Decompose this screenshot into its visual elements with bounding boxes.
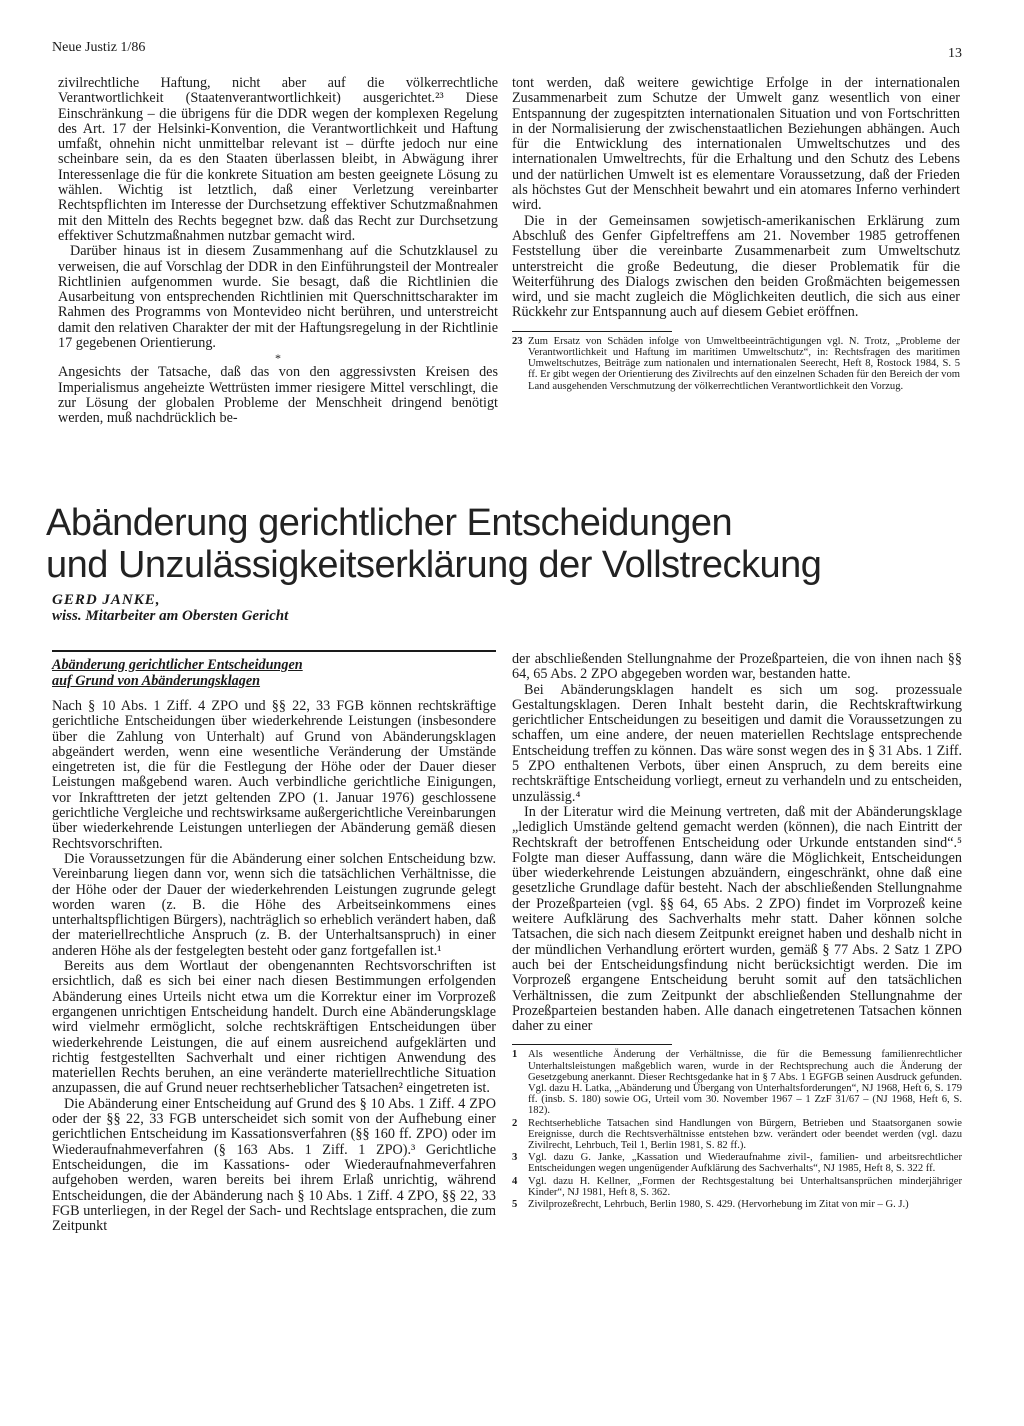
footnote-number: 3 [512, 1152, 518, 1164]
paragraph: zivilrechtliche Haftung, nicht aber auf die völkerrechtliche Verantwortlichkeit (Staatenverantwortlichkeit) ausgerichtet.²³ Diese Einschränkung – die übrigens für die DDR wegen der komplexen Regelung des Art. 17 der Helsinki-Konvention, die Verantwortlichkeit und Haftung umfaßt, ohnehin nicht unmittelbar relevant ist – dürfte jedoch nur eine scheinbare sein, da es den Staaten überlassen bleibt, in Abwägung ihrer Interessenlage die für die konkrete Situation am besten geeignete Lösung zu wählen. Wichtig ist letztlich, daß einer Verletzung vereinbarter Rechtspflichten im Interesse der Durchsetzung effektiver Schutzmaßnahmen mit den Mitteln des Rechts begegnet bzw. daß das Recht zur Durchsetzung effektiver Schutzmaßnahmen nutzbar gemacht wird. [58, 75, 498, 244]
journal-header: Neue Justiz 1/86 [52, 40, 146, 55]
paragraph: tont werden, daß weitere gewichtige Erfolge in der internationalen Zusammenarbeit zum Schutze der Umwelt ganz wesentlich von einer Entspannung der zugespitzten internationalen Situation und von Fortschritten in der Normalisierung der zwischenstaatlichen Beziehungen abhängen. Auch für die Entwicklung des internationalen Umweltschutzes und des internationalen Umweltrechts, für die Erhaltung und den Schutz des Lebens und der natürlichen Umwelt ist es elementare Voraussetzung, daß der Frieden als höchstes Gut der Menschheit bewahrt und ein atomares Inferno verhindert wird. [512, 75, 960, 214]
footnote-text: Vgl. dazu H. Kellner, „Formen der Rechtsgestaltung bei Unterhaltsansprüchen minderjähriger Kinder“, NJ 1981, Heft 8, S. 362. [528, 1175, 962, 1198]
paragraph: Darüber hinaus ist in diesem Zusammenhang auf die Schutzklausel zu verweisen, die auf Vorschlag der DDR in den Einführungsteil der Montrealer Richtlinien aufgenommen wurde. Sie besagt, daß die Richtlinien die Ausarbeitung von entsprechenden Richtlinien mit Querschnittscharakter im Rahmen des Programms von Montevideo nicht berühren, und unterstreicht damit den relativen Charakter der mit der Haftungsregelung in der Richtlinie 17 gegebenen Orientierung. [58, 243, 498, 352]
paragraph: Die Voraussetzungen für die Abänderung einer solchen Entscheidung bzw. Vereinbarung liegen dann vor, wenn sich die tatsächlichen Verhältnisse, die der Höhe oder der Dauer der wiederkehrenden Leistungen zugrunde gelegt worden waren (z. B. die Höhe des Arbeitseinkommens eines unterhaltspflichtigen Bürgers), nachträglich so erheblich verändert haben, daß der materiellrechtliche Anspruch (z. B. der Unterhaltsanspruch) in einer anderen Höhe als der festgelegten besteht oder ganz fortgefallen ist.¹ [52, 850, 496, 959]
footnote-number: 4 [512, 1175, 518, 1187]
bottom-left-column [52, 658, 496, 1234]
footnote-text: Vgl. dazu G. Janke, „Kassation und Wiederaufnahme zivil-, familien- und arbeitsrechtlicher Entscheidungen wegen ungenügender Aufklärung des Sachverhalts“, NJ 1985, Heft 8, S. 322 ff. [528, 1152, 962, 1175]
paragraph: Nach § 10 Abs. 1 Ziff. 4 ZPO und §§ 22, 33 FGB können rechtskräftige gerichtliche Entscheidungen über wiederkehrende Leistungen (insbesondere über die Zahlung von Unterhalt) auf Grund von Abänderungsklagen abgeändert werden, wenn eine wesentliche Veränderung der Umstände eingetreten ist, die für die Festlegung der Höhe oder der Dauer dieser Leistungen maßgebend waren. Auch verbindliche gerichtliche Einigungen, vor Inkrafttreten der jetzt geltenden ZPO (1. Januar 1976) geschlossene gerichtliche Vergleiche und rechtswirksame außergerichtliche Vereinbarungen über wiederkehrende Leistungen unterliegen der Abänderung gemäß diesen Rechtsvorschriften. [52, 698, 496, 852]
footnotes-bottom [512, 1049, 962, 1210]
paragraph: der abschließenden Stellungnahme der Prozeßparteien, die von ihnen nach §§ 64, 65 Abs. 2 ZPO abgegeben worden war, bestanden hatte. [512, 651, 962, 683]
footnote-number: 23 [512, 335, 523, 347]
footnotes-top [512, 336, 960, 392]
author-name: GERD JANKE, [52, 592, 161, 608]
article-title-line: Abänderung gerichtlicher Entscheidungen [46, 502, 733, 544]
page-number: 13 [948, 46, 962, 61]
footnote-rule [512, 331, 672, 332]
footnote [512, 1118, 962, 1152]
top-left-column [58, 76, 498, 427]
footnote-text: Zum Ersatz von Schäden infolge von Umweltbeeinträchtigungen vgl. N. Trotz, „Probleme der Verantwortlichkeit und Haftung im maritimen Umweltschutz“, in: Rechtsfragen des maritimen Umweltschutzes, Beiträge zum nationalen und internationalen Seerecht, Heft 8, Rostock 1984, S. 5 ff. Er gibt wegen der Orientierung des Zivilrechts auf den einzelnen Schaden für den Bereich der vom Land ausgehenden Verschmutzung der völkerrechtlichen Verantwortlichkeit den Vorzug. [528, 335, 960, 392]
paragraph: Bereits aus dem Wortlaut der obengenannten Rechtsvorschriften ist ersichtlich, daß es sich bei einer nach diesen Bestimmungen erfolgenden Abänderung eines Urteils nicht etwa um die Korrektur einer im Vorprozeß ergangenen unrichtigen Entscheidung handelt. Durch eine Abänderungsklage wird vielmehr ermöglicht, solche rechtskräftigen Entscheidungen über wiederkehrende Leistungen, die auf einem ausreichend aufgeklärten und richtig festgestellten Sachverhalt und einer richtigen Anwendung des materiellen Rechts beruhen, an eine veränderte materiellrechtliche Situation anzupassen, die auf Grund neuer rechtserheblicher Tatsachen² eingetreten ist. [52, 958, 496, 1097]
section-heading-line: auf Grund von Abänderungsklagen [52, 672, 261, 689]
section-heading [52, 658, 496, 689]
footnote [512, 336, 960, 392]
footnote-number: 1 [512, 1049, 518, 1061]
footnote-text: Rechtserhebliche Tatsachen sind Handlungen von Bürgern, Betrieben und Staatsorganen sowie Ereignisse, durch die Rechtsverhältnisse entstehen bzw. verändert oder beendet werden (vgl. dazu Zivilrecht, Lehrbuch, Teil 1, Berlin 1981, S. 82 ff.). [528, 1117, 962, 1152]
section-divider: * [275, 351, 281, 366]
footnote-text: Als wesentliche Änderung der Verhältnisse, die für die Bemessung familienrechtlicher Unterhaltsleistungen maßgeblich waren, wurde in der Rechtsprechung auch die Änderung der Gesetzgebung anerkannt. Dieser Rechtsgedanke hat in § 7 Abs. 1 EGFGB seinen Ausdruck gefunden. Vgl. dazu H. Latka, „Abänderung und Übergang von Unterhaltsforderungen“, NJ 1968, Heft 6, S. 179 ff. (insb. S. 180) sowie OG, Urteil vom 30. November 1967 – 1 ZzF 31/67 – (NJ 1968, Heft 6, S. 182). [528, 1049, 962, 1117]
author-role: wiss. Mitarbeiter am Obersten Gericht [52, 608, 289, 624]
article-title-line: und Unzulässigkeitserklärung der Vollstreckung [46, 544, 822, 586]
section-rule [52, 650, 496, 652]
bottom-right-column [512, 652, 962, 1211]
footnote [512, 1199, 962, 1210]
paragraph: Die in der Gemeinsamen sowjetisch-amerikanischen Erklärung zum Abschluß des Genfer Gipfeltreffens am 21. November 1985 getroffenen Feststellung über die vereinbarte Zusammenarbeit zum Umweltschutz unterstreicht die große Bedeutung, die dieser Problematik für die Weiterführung des Dialogs zwischen den beiden Großmächten beigemessen wird, und sie macht zugleich die Möglichkeiten deutlich, die sich aus einer Rückkehr zur Entspannung auch auf diesem Gebiet eröffnen. [512, 212, 960, 321]
paragraph: Angesichts der Tatsache, daß das von den aggressivsten Kreisen des Imperialismus angeheizte Wettrüsten immer riesigere Mittel verschlingt, die zur Lösung der globalen Probleme der Menschheit dringend benötigt werden, muß nachdrücklich be- [58, 364, 498, 427]
footnote [512, 1176, 962, 1198]
footnote-number: 2 [512, 1117, 518, 1129]
paragraph: Bei Abänderungsklagen handelt es sich um sog. prozessuale Gestaltungsklagen. Deren Inhalt besteht darin, die Rechtskraftwirkung gerichtlicher Entscheidungen zu beseitigen und damit die Voraussetzungen zu schaffen, um eine andere, der neuen materiellen Rechtslage entsprechende Entscheidung treffen zu können. Das wäre sonst wegen des in § 31 Abs. 1 Ziff. 5 ZPO enthaltenen Verbots, über einen Anspruch, zu dem bereits eine rechtskräftige Entscheidung vorliegt, erneut zu verhandeln und zu entscheiden, unzulässig.⁴ [512, 681, 962, 805]
footnote [512, 1152, 962, 1174]
footnote-rule [512, 1044, 672, 1045]
paragraph: Die Abänderung einer Entscheidung auf Grund des § 10 Abs. 1 Ziff. 4 ZPO oder der §§ 22, 33 FGB unterscheidet sich somit von der Aufhebung einer gerichtlichen Entscheidung im Kassationsverfahren (§§ 160 ff. ZPO) oder im Wiederaufnahmeverfahren (§ 163 Abs. 1 Ziff. 1 ZPO).³ Gerichtliche Entscheidungen, die im Kassations- oder Wiederaufnahmeverfahren aufgehoben werden, waren bereits bei ihrem Erlaß unrichtig, während Entscheidungen, die der Abänderung nach § 10 Abs. 1 Ziff. 4 ZPO, §§ 22, 33 FGB unterliegen, in der Regel der Sach- und Rechtslage entsprachen, die zum Zeitpunkt [52, 1095, 496, 1235]
paragraph: In der Literatur wird die Meinung vertreten, daß mit der Abänderungsklage „lediglich Umstände geltend gemacht werden (können), die nach Eintritt der Rechtskraft der betroffenen Entscheidung oder Urkunde entstanden sind“.⁵ Folgte man dieser Auffassung, dann wäre die Möglichkeit, Entscheidungen über wiederkehrende Leistungen abzuändern, eingeschränkt, ohne daß eine gesetzliche Grundlage dafür besteht. Nach der abschließenden Stellungnahme der Prozeßparteien (vgl. §§ 64, 65 Abs. 2 ZPO) findet im Vorprozeß keine weitere Aufklärung des Sachverhalts mehr statt. Daher können solche Tatsachen, die sich nach diesem Zeitpunkt ereignet haben und deshalb nicht in der mündlichen Verhandlung erörtert wurden, gemäß § 77 Abs. 2 Satz 1 ZPO auch bei der Entscheidungsfindung nicht berücksichtigt werden. Die im Vorprozeß ergangene Entscheidung beruht somit auf den tatsächlichen Verhältnissen, die zum Zeitpunkt der abschließenden Stellungnahme der Prozeßparteien bestanden haben. Alle danach eingetretenen Tatsachen können daher zu einer [512, 803, 962, 1035]
section-heading-line: Abänderung gerichtlicher Entscheidungen [52, 657, 303, 673]
footnote-text: Zivilprozeßrecht, Lehrbuch, Berlin 1980, S. 429. (Hervorhebung im Zitat von mir – G. J.) [528, 1199, 909, 1211]
top-right-column [512, 76, 960, 393]
article-title [46, 502, 976, 586]
footnote [512, 1049, 962, 1116]
footnote-number: 5 [512, 1199, 518, 1211]
